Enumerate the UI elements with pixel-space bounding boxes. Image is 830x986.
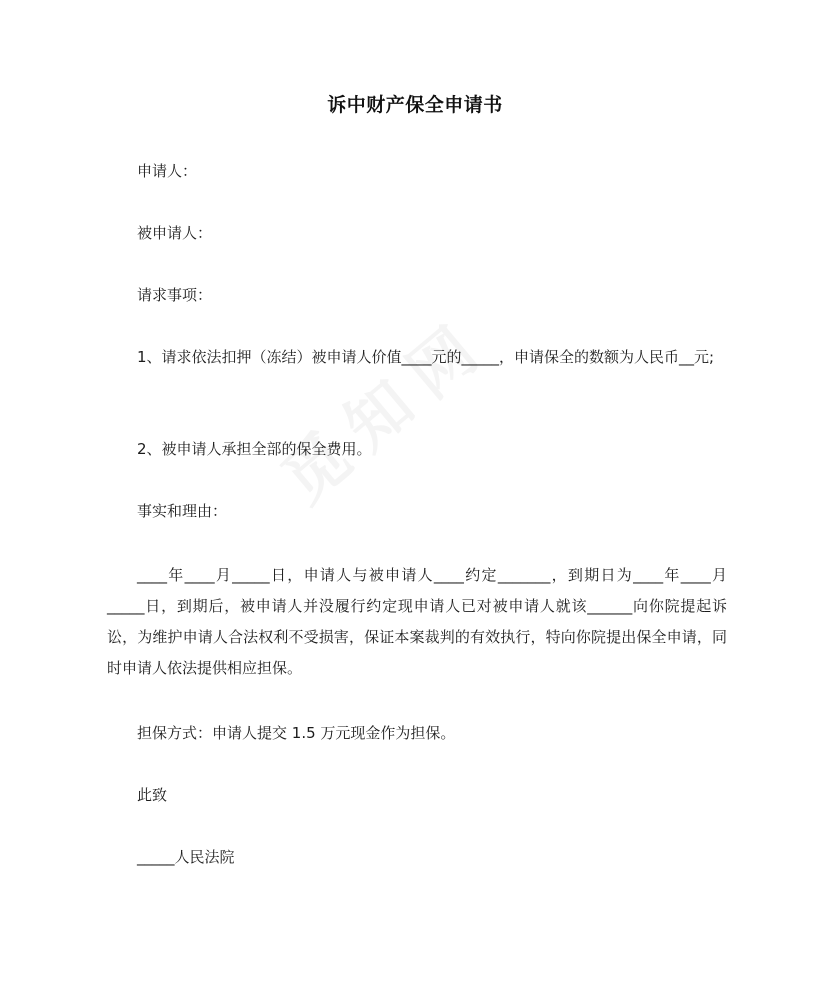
document-title: 诉中财产保全申请书 xyxy=(327,94,503,116)
request-item-2: 2、被申请人承担全部的保全费用。 xyxy=(137,440,372,458)
salutation: 此致 xyxy=(137,786,168,804)
request-item-1: 1、请求依法扣押（冻结）被申请人价值____元的_____，申请保全的数额为人民币__元; xyxy=(137,348,715,366)
facts-reasons-body: ____年____月_____日，申请人与被申请人____约定_______，到期日为____年____月_____日，到期后，被申请人并没履行约定现申请人已对被申请人就该______向你院提起诉讼，为维护申请人合法权利不受损害，保证本案裁判的有效执行，特向你院提出保全申请，同时申请人依法提供相应担保。 xyxy=(107,566,727,677)
guarantee-method: 担保方式：申请人提交 1.5 万元现金作为担保。 xyxy=(137,724,456,742)
facts-reasons-heading: 事实和理由： xyxy=(137,502,228,520)
respondent-line: 被申请人： xyxy=(137,224,213,242)
court-addressee: _____人民法院 xyxy=(137,848,235,866)
request-items-heading: 请求事项： xyxy=(137,286,213,304)
applicant-line: 申请人： xyxy=(137,162,198,180)
watermark xyxy=(259,292,507,521)
